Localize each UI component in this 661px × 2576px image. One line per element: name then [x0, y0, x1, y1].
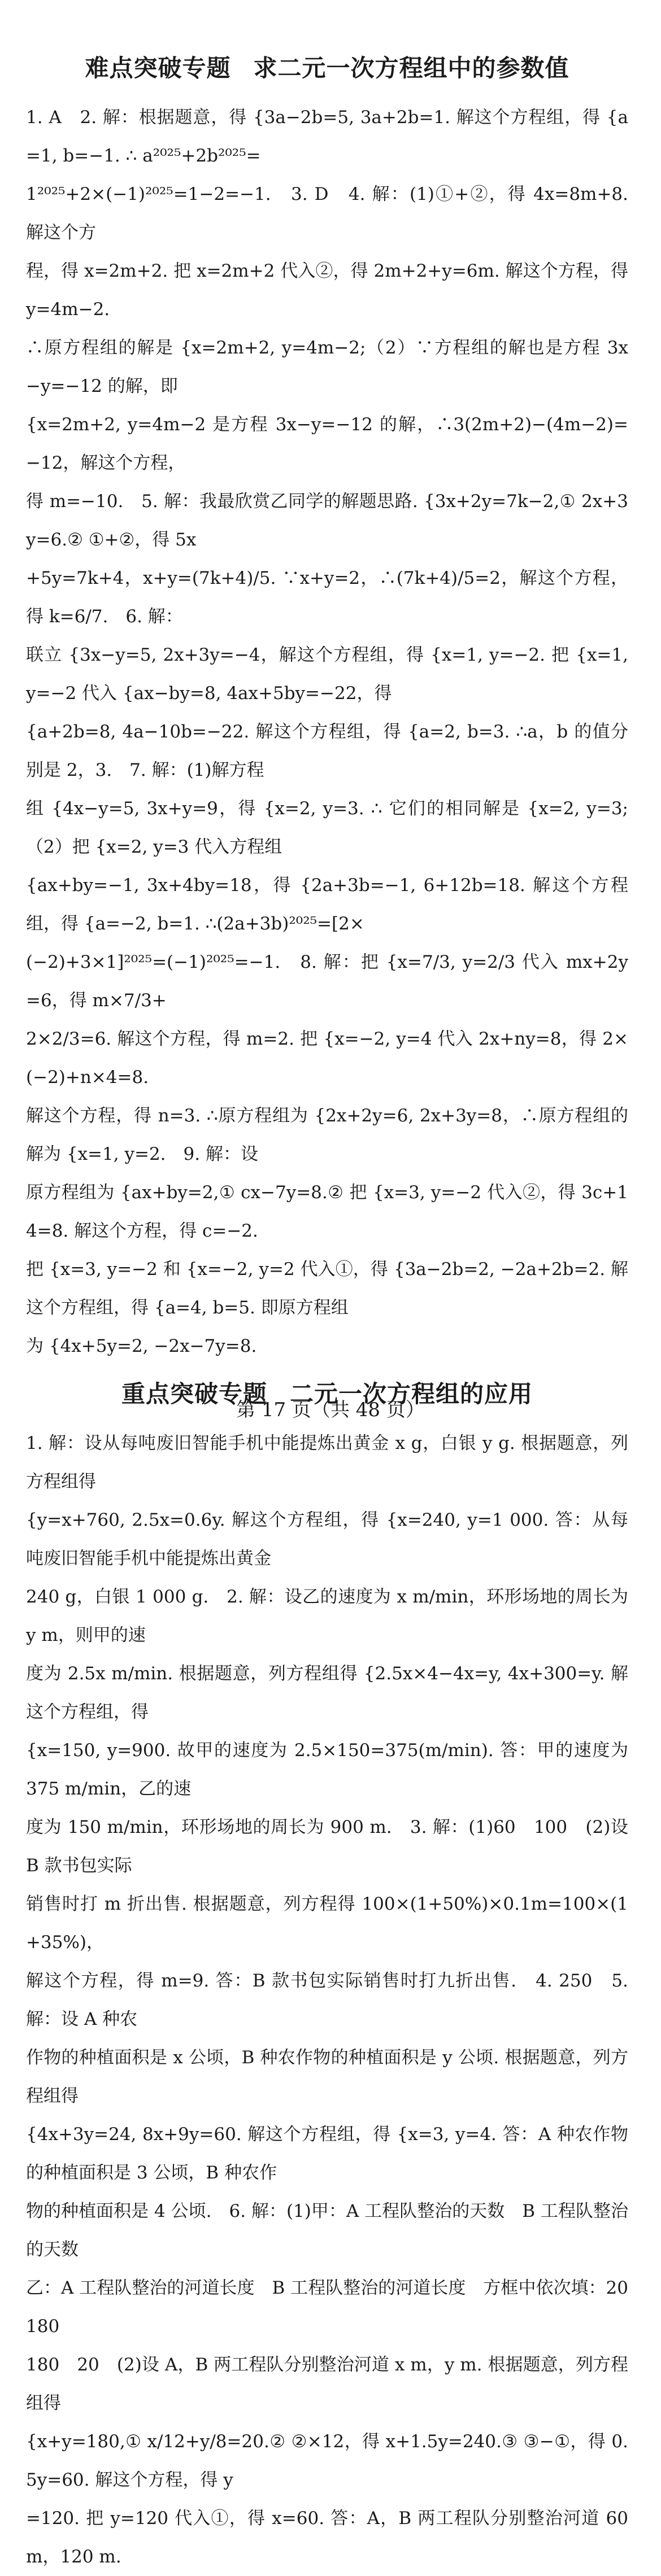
- answer-line: 乙：A 工程队整治的河道长度 B 工程队整治的河道长度 方框中依次填：20 180: [26, 2278, 646, 2337]
- answer-line: 程，得 x=2m+2. 把 x=2m+2 代入②，得 2m+2+y=6m. 解这个方程，得 y=4m−2.: [26, 261, 628, 320]
- answer-line: 180 20 (2)设 A，B 两工程队分别整治河道 x m，y m. 根据题意，列方程组得: [26, 2355, 628, 2413]
- section-title-topic: 二元一次方程组的应用: [290, 1380, 533, 1408]
- answer-line: {a+2b=8, 4a−10b=−22. 解这个方程组，得 {a=2, b=3. ∴a，b 的值分别是 2，3. 7. 解：(1)解方程: [26, 722, 628, 780]
- answer-line: 1. A 2. 解：根据题意，得 {3a−2b=5, 3a+2b=1. 解这个方程组，得 {a=1, b=−1. ∴ a²⁰²⁵+2b²⁰²⁵=: [26, 107, 628, 166]
- answer-line: 作物的种植面积是 x 公顷，B 种农作物的种植面积是 y 公顷. 根据题意，列方程组得: [26, 2047, 628, 2106]
- answer-line: =120. 把 y=120 代入①，得 x=60. 答：A，B 两工程队分别整治河道 60 m，120 m.: [26, 2508, 628, 2567]
- section-body-parameter-values: [26, 98, 628, 1365]
- answer-line: 度为 150 m/min，环形场地的周长为 900 m. 3. 解：(1)60 100 (2)设 B 款书包实际: [26, 1817, 628, 1876]
- answer-line: 2×2/3=6. 解这个方程，得 m=2. 把 {x=−2, y=4 代入 2x+ny=8，得 2×(−2)+n×4=8.: [26, 1029, 628, 1088]
- answer-line: 组 {4x−y=5, 3x+y=9，得 {x=2, y=3. ∴ 它们的相同解是 {x=2, y=3;（2）把 {x=2, y=3 代入方程组: [26, 798, 628, 857]
- answer-line: 销售时打 m 折出售. 根据题意，列方程得 100×(1+50%)×0.1m=100×(1+35%)，: [26, 1894, 628, 1953]
- answer-line: 把 {x=3, y=−2 和 {x=−2, y=2 代入①，得 {3a−2b=2, −2a+2b=2. 解这个方程组，得 {a=4, b=5. 即原方程组: [26, 1259, 628, 1318]
- answer-line: {y=x+760, 2.5x=0.6y. 解这个方程组，得 {x=240, y=1 000. 答：从每吨废旧智能手机中能提炼出黄金: [26, 1510, 628, 1569]
- answer-line: 为 {4x+5y=2, −2x−7y=8.: [26, 1336, 257, 1356]
- page-number-footer: 第 17 页（共 48 页）: [236, 1399, 425, 1421]
- section-title-label: 重点突破专题: [121, 1380, 267, 1408]
- answer-line: 物的种植面积是 4 公顷. 6. 解：(1)甲：A 工程队整治的天数 B 工程队整治的天数: [26, 2201, 628, 2260]
- answer-line: 1²⁰²⁵+2×(−1)²⁰²⁵=1−2=−1. 3. D 4. 解：(1)①+②，得 4x=8m+8. 解这个方: [26, 184, 628, 243]
- answer-line: 原方程组为 {ax+by=2,① cx−7y=8.② 把 {x=3, y=−2 代入②，得 3c+14=8. 解这个方程，得 c=−2.: [26, 1182, 628, 1241]
- answer-line: 240 g，白银 1 000 g. 2. 解：设乙的速度为 x m/min，环形场地的周长为 y m，则甲的速: [26, 1587, 628, 1645]
- answer-line: ∴原方程组的解是 {x=2m+2, y=4m−2;（2）∵方程组的解也是方程 3x−y=−12 的解，即: [26, 338, 628, 396]
- section-title-label: 难点突破专题: [85, 54, 231, 82]
- answer-line: +5y=7k+4，x+y=(7k+4)/5. ∵x+y=2，∴(7k+4)/5=2，解这个方程，得 k=6/7. 6. 解：: [26, 568, 628, 627]
- section-body-applications: [26, 1424, 646, 2576]
- answer-line: {4x+3y=24, 8x+9y=60. 解这个方程组，得 {x=3, y=4. 答：A 种农作物的种植面积是 3 公顷，B 种农作: [26, 2124, 628, 2183]
- answer-line: {x=150, y=900. 故甲的速度为 2.5×150=375(m/min). 答：甲的速度为 375 m/min，乙的速: [26, 1740, 628, 1799]
- answer-line: 解这个方程，得 m=9. 答：B 款书包实际销售时打九折出售. 4. 250 5. 解：设 A 种农: [26, 1971, 628, 2029]
- section-title-parameter-values: [26, 50, 628, 84]
- answer-line: {x+y=180,① x/12+y/8=20.② ②×12，得 x+1.5y=240.③ ③−①，得 0.5y=60. 解这个方程，得 y: [26, 2431, 628, 2490]
- answer-line: 1. 解：设从每吨废旧智能手机中能提炼出黄金 x g，白银 y g. 根据题意，列方程组得: [26, 1433, 628, 1492]
- answer-line: 得 m=−10. 5. 解：我最欣赏乙同学的解题思路. {3x+2y=7k−2,① 2x+3y=6.② ①+②，得 5x: [26, 491, 628, 550]
- answer-line: 联立 {3x−y=5, 2x+3y=−4，解这个方程组，得 {x=1, y=−2. 把 {x=1, y=−2 代入 {ax−by=8, 4ax+5by=−22，得: [26, 645, 628, 704]
- answer-line: {x=2m+2, y=4m−2 是方程 3x−y=−12 的解，∴3(2m+2)−(4m−2)=−12，解这个方程，: [26, 414, 628, 473]
- answer-line: {ax+by=−1, 3x+4by=18，得 {2a+3b=−1, 6+12b=18. 解这个方程组，得 {a=−2, b=1. ∴(2a+3b)²⁰²⁵=[2×: [26, 875, 628, 934]
- section-title-topic: 求二元一次方程组中的参数值: [253, 54, 569, 82]
- answer-line: (−2)+3×1]²⁰²⁵=(−1)²⁰²⁵=−1. 8. 解：把 {x=7/3, y=2/3 代入 mx+2y=6，得 m×7/3+: [26, 952, 628, 1011]
- answer-line: 度为 2.5x m/min. 根据题意，列方程组得 {2.5x×4−4x=y, 4x+300=y. 解这个方程组，得: [26, 1664, 628, 1722]
- answer-line: 解这个方程，得 n=3. ∴原方程组为 {2x+2y=6, 2x+3y=8，∴原方程组的解为 {x=1, y=2. 9. 解：设: [26, 1106, 628, 1164]
